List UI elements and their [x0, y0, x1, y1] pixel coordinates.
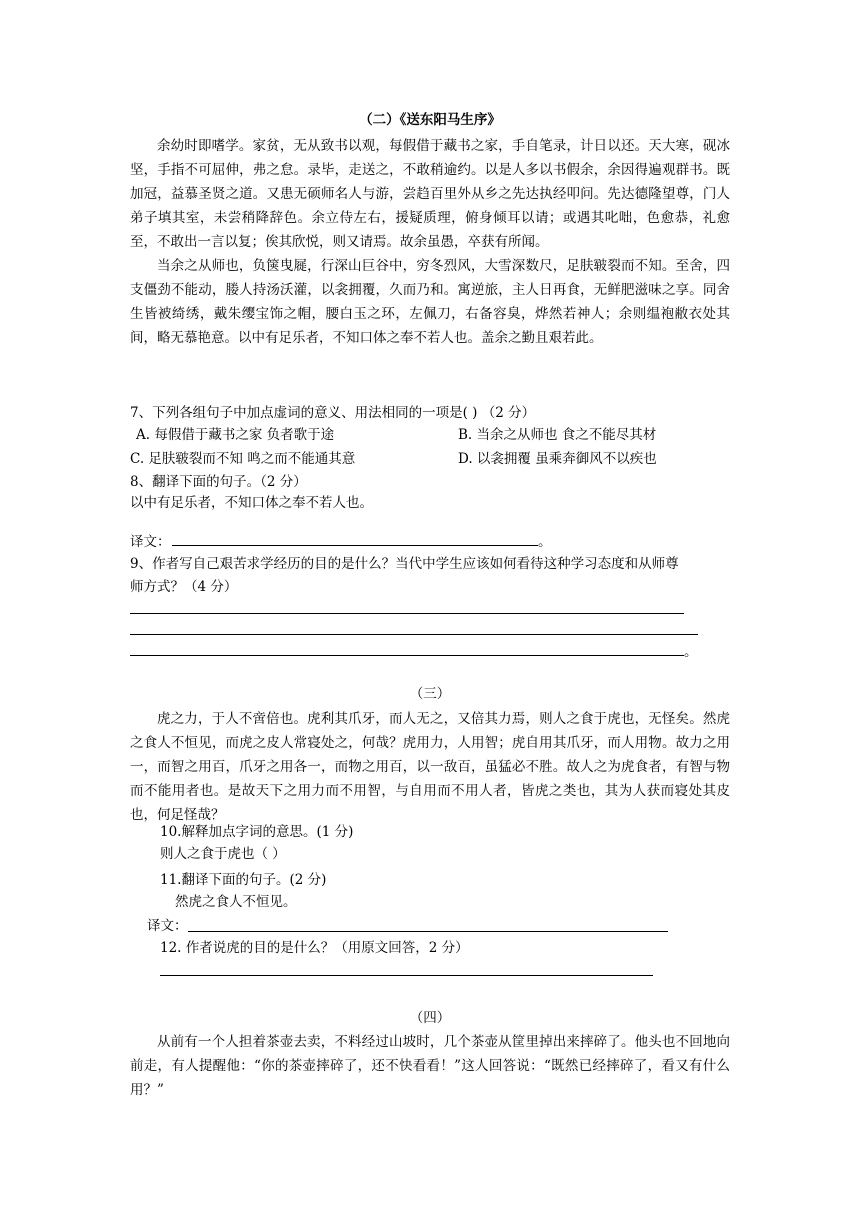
section4-title: （四）	[409, 1010, 451, 1026]
q7-option-a: A. 每假借于藏书之家 负者歌于途	[136, 427, 335, 443]
section2-paragraph-1: 余幼时即嗜学。家贫，无从致书以观，每假借于藏书之家，手自笔录，计日以还。天大寒，砚冰坚，手指不可屈伸，弗之怠。录毕，走送之，不敢稍逾约。以是人多以书假余，余因得遍观群书。既加冠，益慕圣贤之道。又患无硕师名人与游，尝趋百里外从乡之先达执经叩问。先达德隆望尊，门人弟子填其室，未尝稍降辞色。余立侍左右，援疑质理，俯身倾耳以请；或遇其叱咄，色愈恭，礼愈至，不敢出一言以复；俟其欣悦，则又请焉。故余虽愚，卒获有所闻。	[130, 138, 730, 250]
question-9-line-2: 师方式？（4 分）	[130, 579, 238, 595]
q8-period: 。	[538, 534, 552, 550]
q11-answer-line[interactable]	[188, 931, 668, 932]
section3-title: （三）	[409, 686, 451, 702]
q8-answer-line[interactable]	[172, 545, 538, 546]
q10-sentence: 则人之食于虎也（ ）	[160, 846, 286, 862]
q9-period: 。	[684, 644, 698, 660]
q7-option-b: B. 当余之从师也 食之不能尽其材	[458, 427, 657, 443]
q9-answer-line-3[interactable]	[130, 655, 684, 656]
q8-translation-label: 译文：	[130, 534, 171, 550]
q7-option-d: D. 以衾拥覆 虽乘奔御风不以疾也	[458, 451, 657, 467]
section4-paragraph-1: 从前有一个人担着茶壶去卖，不料经过山坡时，几个茶壶从筐里掉出来摔碎了。他头也不回地向前走，有人提醒他：“你的茶壶摔碎了，还不快看看！”这人回答说：“既然已经摔碎了，看又有什么用？”	[130, 1034, 730, 1098]
section2-passage	[130, 134, 730, 350]
q11-translation-label: 译文：	[147, 918, 188, 934]
question-9-line-1: 9、作者写自己艰苦求学经历的目的是什么？当代中学生应该如何看待这种学习态度和从师尊	[130, 556, 679, 572]
q8-sentence: 以中有足乐者，不知口体之奉不若人也。	[130, 495, 373, 511]
q9-answer-line-1[interactable]	[130, 613, 684, 614]
q9-answer-line-2[interactable]	[130, 634, 698, 635]
section2-title: （二）《送东阳马生序》	[359, 112, 501, 128]
section3-passage	[130, 707, 730, 827]
question-7: 7、下列各组句子中加点虚词的意义、用法相同的一项是( ) （2 分）	[130, 405, 536, 421]
section3-paragraph-1: 虎之力，于人不啻倍也。虎利其爪牙，而人无之，又倍其力焉，则人之食于虎也，无怪矣。然虎之食人不恒见，而虎之皮人常寝处之，何哉？虎用力，人用智；虎自用其爪牙，而人用物。故力之用一，而智之用百，爪牙之用各一，而物之用百，以一敌百，虽猛必不胜。故人之为虎食者，有智与物而不能用者也。是故天下之用力而不用智，与自用而不用人者，皆虎之类也，其为人获而寝处其皮也，何足怪哉？	[130, 711, 730, 823]
question-11: 11.翻译下面的句子。(2 分)	[160, 872, 327, 888]
q12-answer-line[interactable]	[160, 975, 653, 976]
q7-option-c: C. 足肤皲裂而不知 鸣之而不能通其意	[130, 451, 356, 467]
section2-paragraph-2: 当余之从师也，负箧曳屣，行深山巨谷中，穷冬烈风，大雪深数尺，足肤皲裂而不知。至舍，四支僵劲不能动，媵人持汤沃灌，以衾拥覆，久而乃和。寓逆旅，主人日再食，无鲜肥滋味之享。同舍生皆被绮绣，戴朱缨宝饰之帽，腰白玉之环，左佩刀，右备容臭，烨然若神人；余则缊袍敝衣处其间，略无慕艳意。以中有足乐者，不知口体之奉不若人也。盖余之勤且艰若此。	[130, 258, 730, 346]
q11-sentence: 然虎之食人不恒见。	[175, 894, 297, 910]
question-8: 8、翻译下面的句子。（2 分）	[130, 474, 307, 490]
section4-passage	[130, 1030, 730, 1102]
question-12: 12. 作者说虎的目的是什么？（用原文回答，2 分）	[160, 940, 469, 956]
question-10: 10.解释加点字词的意思。(1 分)	[160, 824, 354, 840]
